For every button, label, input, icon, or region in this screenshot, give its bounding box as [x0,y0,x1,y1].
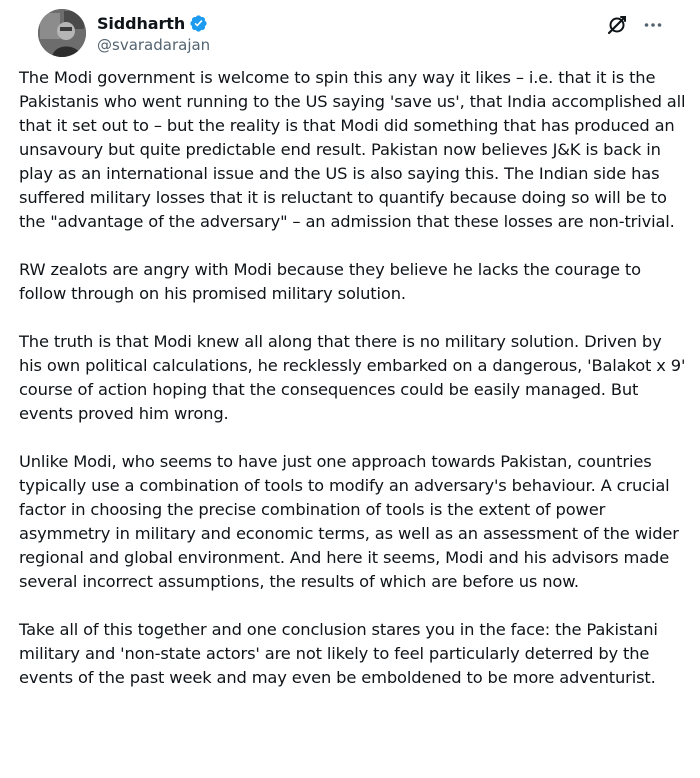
tweet-paragraph: Take all of this together and one conclusion stares you in the face: the Pakistani military and 'non-state actors' are not likely to feel particularly deterred by the events of the past week and may even be emboldened to be more adventurist. [19,620,658,687]
author-names [97,12,210,54]
tweet-paragraph: The Modi government is welcome to spin this any way it likes – i.e. that it is the Pakistanis who went running to the US saying 'save us', that India accomplished all that it set out to – but the reality is that Modi did something that has produced an unsavoury but quite predictable end result. Pakistan now believes J&K is back in play as an international issue and the US is also saying this. The Indian side has suffered military losses that it is reluctant to quantify because doing so will be to the "advantage of the adversary" – an admission that these losses are non-trivial. [19,68,686,231]
tweet-actions [606,14,664,36]
tweet-paragraph: Unlike Modi, who seems to have just one approach towards Pakistan, countries typically use a combination of tools to modify an adversary's behaviour. A crucial factor in choosing the precise combination of tools is the extent of power asymmetry in military and economic terms, as well as an assessment of the wider regional and global environment. And here it seems, Modi and his advisors made several incorrect assumptions, the results of which are before us now. [19,452,679,591]
display-name[interactable]: Siddharth [97,13,186,33]
author-handle[interactable]: @svaradarajan [97,36,211,54]
grok-icon[interactable] [606,14,628,36]
more-options-icon[interactable] [642,14,664,36]
tweet-text [19,66,687,714]
verified-badge-icon [189,14,208,33]
avatar[interactable] [38,9,86,57]
tweet-paragraph: RW zealots are angry with Modi because they believe he lacks the courage to follow through on his promised military solution. [19,260,641,303]
display-name-row [97,12,210,34]
tweet-header [19,0,682,66]
tweet-paragraph: The truth is that Modi knew all along that there is no military solution. Driven by his own political calculations, he recklessly embarked on a dangerous, 'Balakot x 9' course of action hoping that the consequences could be easily managed. But events proved him wrong. [19,332,686,423]
